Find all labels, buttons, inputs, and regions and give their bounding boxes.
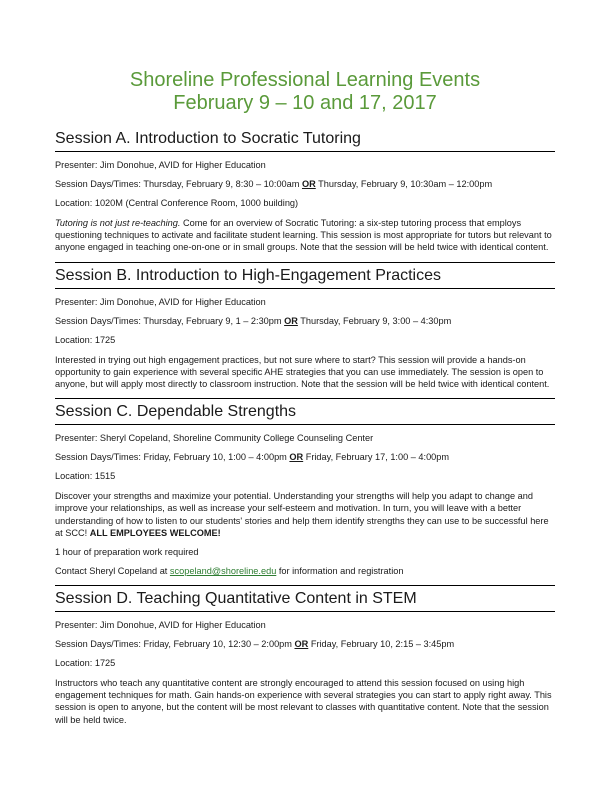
session-heading: Session A. Introduction to Socratic Tutoring bbox=[55, 129, 555, 152]
session-description: Instructors who teach any quantitative content are strongly encouraged to attend this session focused on using high engagement techniques for math. Gain hands-on experience with several strategies you can start to apply right away. This session is open to anyone, but the content will be most relevant to classes with quantitative content. Note that the session will be held twice. bbox=[55, 678, 552, 725]
session-location: Location: 1020M (Central Conference Room, 1000 building) bbox=[55, 198, 299, 208]
description-text: Come for an overview of Socratic Tutoring: a six-step tutoring process that employs questioning techniques to activate and facilitate student learning. This session is most appropriate for tutors but relevant to anyone engaged in teaching one-on-one or in small groups. Note that the session will be held twice with identical content. bbox=[55, 218, 552, 253]
session-description bbox=[55, 490, 555, 539]
times-second: Thursday, February 9, 10:30am – 12:00pm bbox=[315, 179, 493, 189]
description-text: Discover your strengths and maximize your potential. Understanding your strengths will help you adapt to change and improve your relationships, as well as increase your self-esteem and motivation. In turn, you will leave with a better understanding of how to listen to our students' stories and help them identify strengths they can use to be successful here at SCC! bbox=[55, 491, 549, 538]
session-location: Location: 1515 bbox=[55, 471, 116, 482]
session-presenter: Presenter: Jim Donohue, AVID for Higher Education bbox=[55, 160, 266, 170]
session-c bbox=[55, 398, 555, 577]
session-b bbox=[55, 262, 555, 391]
session-presenter: Presenter: Sheryl Copeland, Shoreline Community College Counseling Center bbox=[55, 433, 374, 444]
session-heading: Session D. Teaching Quantitative Content in STEM bbox=[55, 589, 555, 612]
welcome-bold: ALL EMPLOYEES WELCOME! bbox=[89, 527, 221, 538]
or-separator: OR bbox=[294, 639, 309, 650]
session-heading: Session C. Dependable Strengths bbox=[55, 402, 555, 425]
times-first: Session Days/Times: Thursday, February 9, 8:30 – 10:00am bbox=[55, 179, 302, 189]
session-times bbox=[55, 179, 555, 190]
contact-text-after: for information and registration bbox=[276, 566, 404, 577]
times-first: Session Days/Times: Thursday, February 9, 1 – 2:30pm bbox=[55, 315, 285, 326]
session-heading: Session B. Introduction to High-Engagement Practices bbox=[55, 266, 555, 289]
session-location: Location: 1725 bbox=[55, 658, 116, 669]
session-times bbox=[55, 452, 555, 463]
prep-note: 1 hour of preparation work required bbox=[55, 547, 199, 558]
session-location: Location: 1725 bbox=[55, 334, 116, 345]
page-title: Shoreline Professional Learning Events bbox=[129, 69, 481, 91]
session-a bbox=[55, 129, 555, 254]
times-second: Friday, February 17, 1:00 – 4:00pm bbox=[303, 452, 450, 463]
session-description: Interested in trying out high engagement practices, but not sure where to start? This session will provide a hands-on opportunity to gain experience with several specific AHE strategies that you can use immediately. The session is open to anyone, but will apply most directly to classroom instruction. Note that the session will be held twice with identical content. bbox=[55, 354, 550, 390]
times-first: Session Days/Times: Friday, February 10, 1:00 – 4:00pm bbox=[55, 452, 290, 463]
email-link[interactable]: scopeland@shoreline.edu bbox=[169, 566, 277, 577]
session-description bbox=[55, 217, 555, 254]
page-subtitle-dates: February 9 – 10 and 17, 2017 bbox=[173, 92, 437, 114]
session-d bbox=[55, 585, 555, 726]
document-page bbox=[55, 0, 555, 734]
or-separator: OR bbox=[301, 179, 316, 189]
contact-text: Contact Sheryl Copeland at bbox=[55, 566, 170, 577]
session-times bbox=[55, 316, 555, 327]
contact-line bbox=[55, 566, 555, 577]
or-separator: OR bbox=[284, 315, 298, 326]
session-times bbox=[55, 639, 555, 650]
times-second: Thursday, February 9, 3:00 – 4:30pm bbox=[297, 315, 452, 326]
times-first: Session Days/Times: Friday, February 10, 12:30 – 2:00pm bbox=[55, 639, 295, 650]
session-presenter: Presenter: Jim Donohue, AVID for Higher Education bbox=[55, 296, 266, 307]
session-presenter: Presenter: Jim Donohue, AVID for Higher Education bbox=[55, 620, 266, 631]
or-separator: OR bbox=[289, 452, 304, 463]
lead-italic: Tutoring is not just re-teaching. bbox=[55, 218, 181, 228]
times-second: Friday, February 10, 2:15 – 3:45pm bbox=[308, 639, 455, 650]
